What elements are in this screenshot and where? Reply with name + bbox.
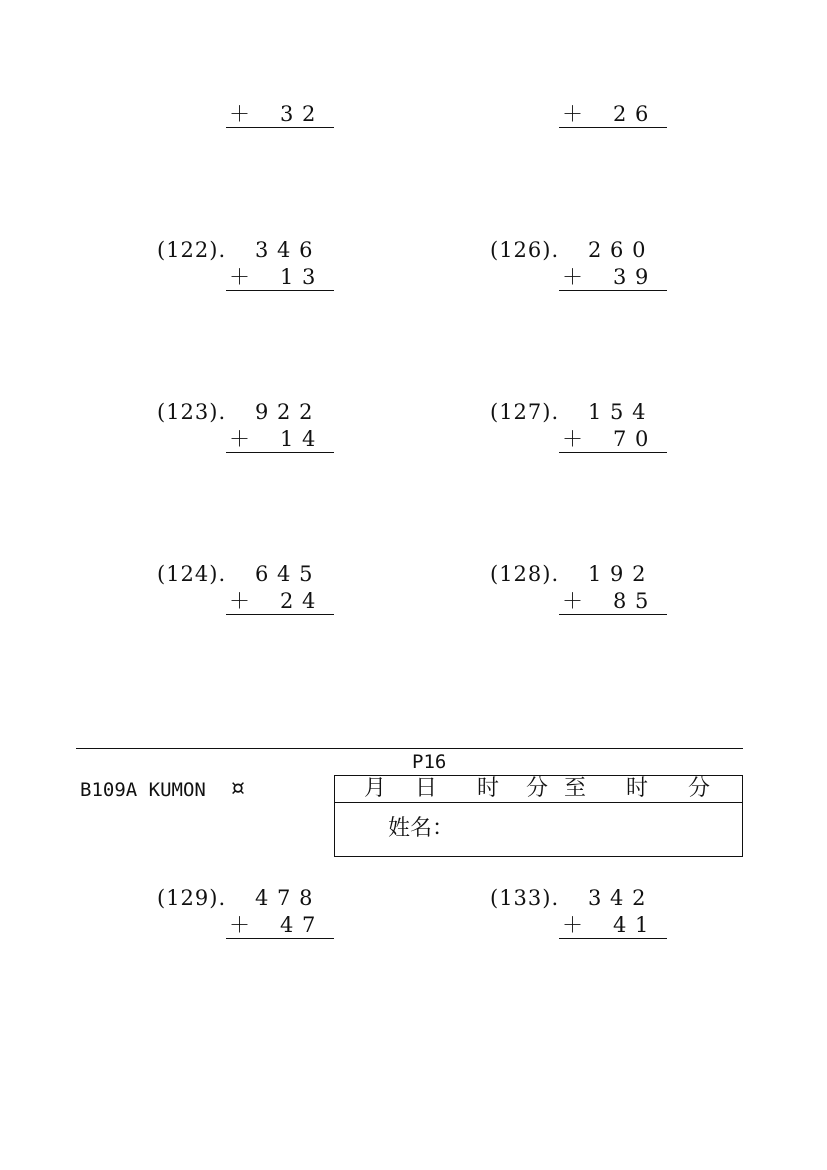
plus-sign: ＋ [562,265,584,289]
plus-sign: ＋ [229,589,251,613]
month-label: 月 [364,776,387,801]
addend: 8 5 [613,589,650,613]
addend: 1 4 [280,427,317,451]
addend: 3 2 [280,102,317,126]
plus-sign: ＋ [562,427,584,451]
minute-label: 分 [688,776,711,801]
answer-line [559,938,667,939]
to-label: 至 [564,776,587,801]
minute-label: 分 [526,776,549,801]
hour-label: 时 [626,776,649,801]
plus-sign: ＋ [229,427,251,451]
problem-number: (124). [157,562,227,586]
addend: 1 3 [280,265,317,289]
plus-sign: ＋ [229,102,251,126]
addend: 2 6 [613,102,650,126]
answer-line [226,290,334,291]
answer-line [559,614,667,615]
name-label: 姓名： [388,816,455,841]
page-separator [76,748,743,749]
addend: 3 9 [613,265,650,289]
problem-number: (128). [490,562,560,586]
plus-sign: ＋ [562,589,584,613]
top-number: 4 7 8 [255,886,314,910]
addend: 4 1 [613,913,650,937]
answer-line [559,452,667,453]
box-divider [334,802,743,803]
top-number: 1 5 4 [588,400,647,424]
plus-sign: ＋ [562,913,584,937]
answer-line [226,614,334,615]
answer-line [226,452,334,453]
day-label: 日 [415,776,438,801]
hour-label: 时 [477,776,500,801]
top-number: 3 4 6 [255,238,314,262]
page-number: P16 [412,751,447,773]
plus-sign: ＋ [562,102,584,126]
plus-sign: ＋ [229,265,251,289]
answer-line [226,938,334,939]
top-number: 6 4 5 [255,562,314,586]
worksheet-code: B109A KUMON [80,779,206,801]
addend: 7 0 [613,427,650,451]
problem-number: (126). [490,238,560,262]
top-number: 3 4 2 [588,886,647,910]
problem-number: (129). [157,886,227,910]
problem-number: (122). [157,238,227,262]
answer-line [559,127,667,128]
problem-number: (123). [157,400,227,424]
answer-line [559,290,667,291]
addend: 4 7 [280,913,317,937]
top-number: 2 6 0 [588,238,647,262]
top-number: 9 2 2 [255,400,314,424]
answer-line [226,127,334,128]
problem-number: (133). [490,886,560,910]
kumon-symbol: ¤ [231,776,245,801]
problem-number: (127). [490,400,560,424]
top-number: 1 9 2 [588,562,647,586]
addend: 2 4 [280,589,317,613]
plus-sign: ＋ [229,913,251,937]
